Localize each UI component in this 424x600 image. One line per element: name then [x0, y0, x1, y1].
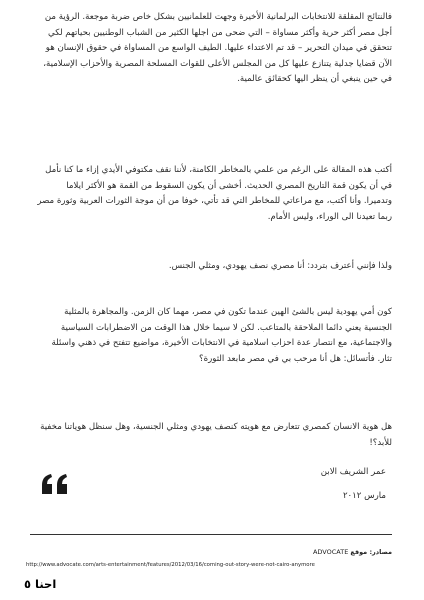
article-paragraph-2 [36, 163, 392, 225]
paragraph-text: فالنتائج المقلقة للانتخابات البرلمانية الأخيرة وجهت للعلمانيين بشكل خاص ضربة موجعة. الرؤية من أجل مصر أكثر حرية وأكثر مساواة – التي ضحى من اجلها الكثير من الشباب الوطنيين بحياتهم لكي تتحقق في ميدان التحرير – قد تم الاعتداء عليها. الطيف الواسع من المساواة في حقوق الإنسان هو الآن قضايا جدلية يتنازع عليها كل من المجلس الأعلى للقوات المسلحة المصرية والأحزاب الإسلامية، في حين ينبغي أن ينظر اليها كحقائق عالمية. [43, 12, 392, 84]
footer-divider [30, 534, 392, 535]
source-site[interactable]: ADVOCATE [312, 548, 349, 556]
source-credit [313, 548, 392, 557]
article-paragraph-4 [36, 305, 392, 367]
article-paragraph-3 [36, 259, 392, 275]
article-paragraph-1 [36, 10, 392, 88]
source-label: مصادر: موقع [350, 548, 392, 556]
paragraph-text: ولذا فإنني أعترف بتردد: أنا مصري نصف يهودي، ومثلي الجنس. [168, 261, 392, 271]
source-url-link[interactable]: http://www.advocate.com/arts-entertainment/features/2012/03/16/coming-out-story-were-not-cairo-anymore [26, 562, 315, 568]
article-paragraph-5 [36, 420, 392, 451]
paragraph-text: أكتب هذه المقالة على الرغم من علمي بالمخاطر الكامنة، لأننا نقف مكتوفي الأيدي إزاء ما كنا نأمل في أن يكون قمة التاريخ المصري الحديث. أخشى أن يكون السقوط من القمة هو الأكثر ايلاما وتدميرا. وأنا أكتب، مع مراعاتي للمخاطر التي قد تأتي، خوفا من أن موجة الثورات العربية وثورة مصر ربما تعيدنا الى الوراء، وليس الأمام. [37, 165, 392, 222]
article-date: مارس ٢٠١٢ [342, 491, 386, 501]
author-name: عمر الشريف الابن [320, 467, 386, 477]
page-footer: احنا ٥ [24, 577, 57, 591]
author-signature [186, 465, 386, 513]
quote-open-icon [40, 472, 70, 496]
paragraph-text: كون أمي يهودية ليس بالشئ الهين عندما تكون في مصر، مهما كان الزمن. والمجاهرة بالمثلية الجنسية يعني دائما الملاحقة بالمتاعب. لكن لا سيما خلال هذا الوقت من الاضطرابات السياسية والاجتماعية، مع انتصار عدة احزاب اسلامية في الانتخابات الأخيرة، مواضيع تتفتح في ذهني واسئلة تثار. فأتسائل: هل أنا مرحب بي في مصر مابعد الثورة؟ [51, 307, 392, 364]
paragraph-text: هل هوية الانسان كمصري تتعارض مع هويته كنصف يهودي ومثلي الجنسية، وهل سنظل هوياتنا مخفية للأبد؟! [40, 422, 392, 448]
